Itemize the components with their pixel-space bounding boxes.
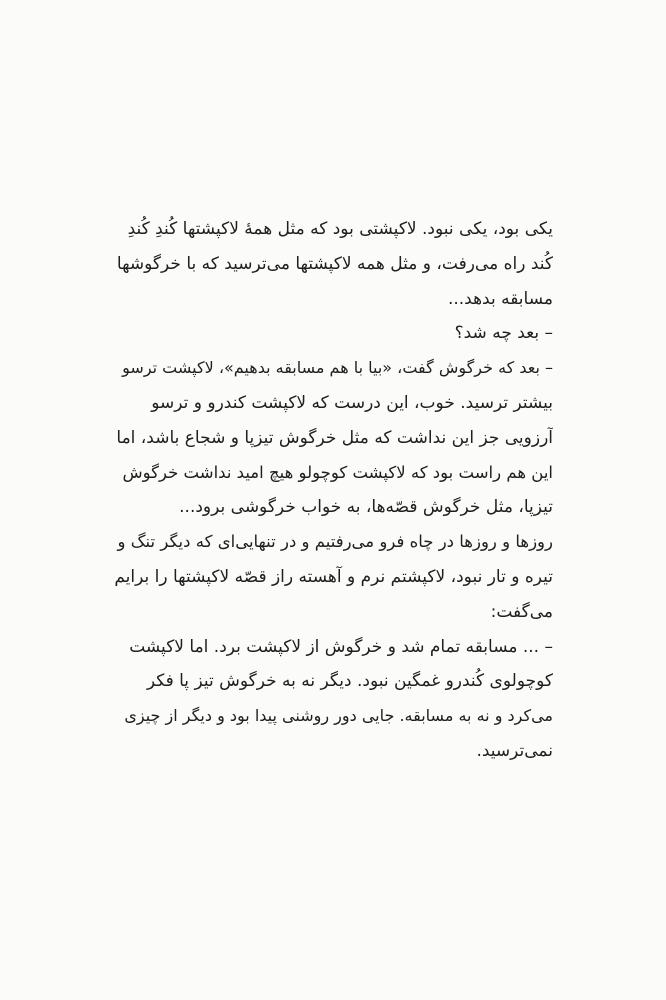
text-line: آرزویی جز این نداشت که مثل خرگوش تیزپا و شجاع باشد، اما (116, 427, 553, 448)
text-line: روزها و روزها در چاه فرو می‌رفتیم و در تنهایی‌ای که دیگر تنگ و (117, 532, 553, 552)
text-line: می‌کرد و نه به مسابقه. جایی دور روشنی پیدا بود و دیگر از چیزی (124, 706, 553, 726)
text-line: این هم راست بود که لاکپشت کوچولو هیچ امید نداشت خرگوش (122, 462, 553, 482)
text-line: تیره و تار نبود، لاکپشتم نرم و آهسته راز قصّه لاکپشتها را برایم (114, 566, 553, 587)
text-line: کُند راه می‌رفت، و مثل همه لاکپشتها می‌ترسید که با خرگوشها (116, 253, 553, 274)
text-line: بیشتر ترسید. خوب، این درست که لاکپشت کندرو و ترسو (151, 392, 553, 413)
text-line: نمی‌ترسید. (476, 740, 553, 761)
story-text (113, 212, 553, 769)
text-line: مسابقه بدهد... (447, 288, 553, 309)
text-line: کوچولوی کُندرو غمگین نبود. دیگر نه به خرگوش تیز پا فکر (146, 671, 553, 692)
text-line: – بعد که خرگوش گفت، «بیا با هم مسابقه بدهیم»، لاکپشت ترسو (122, 358, 553, 378)
text-line: تیزپا، مثل خرگوش قصّه‌ها، به خواب خرگوشی برود... (179, 497, 553, 518)
text-line: – ... مسابقه تمام شد و خرگوش از لاکپشت برد. اما لاکپشت (129, 636, 553, 657)
text-line: – بعد چه شد؟ (454, 323, 553, 344)
text-line: یکی بود، یکی نبود. لاکپشتی بود که مثل همهٔ لاکپشتها کُندِ کُندِ (127, 219, 553, 239)
text-line: می‌گفت: (490, 601, 553, 622)
